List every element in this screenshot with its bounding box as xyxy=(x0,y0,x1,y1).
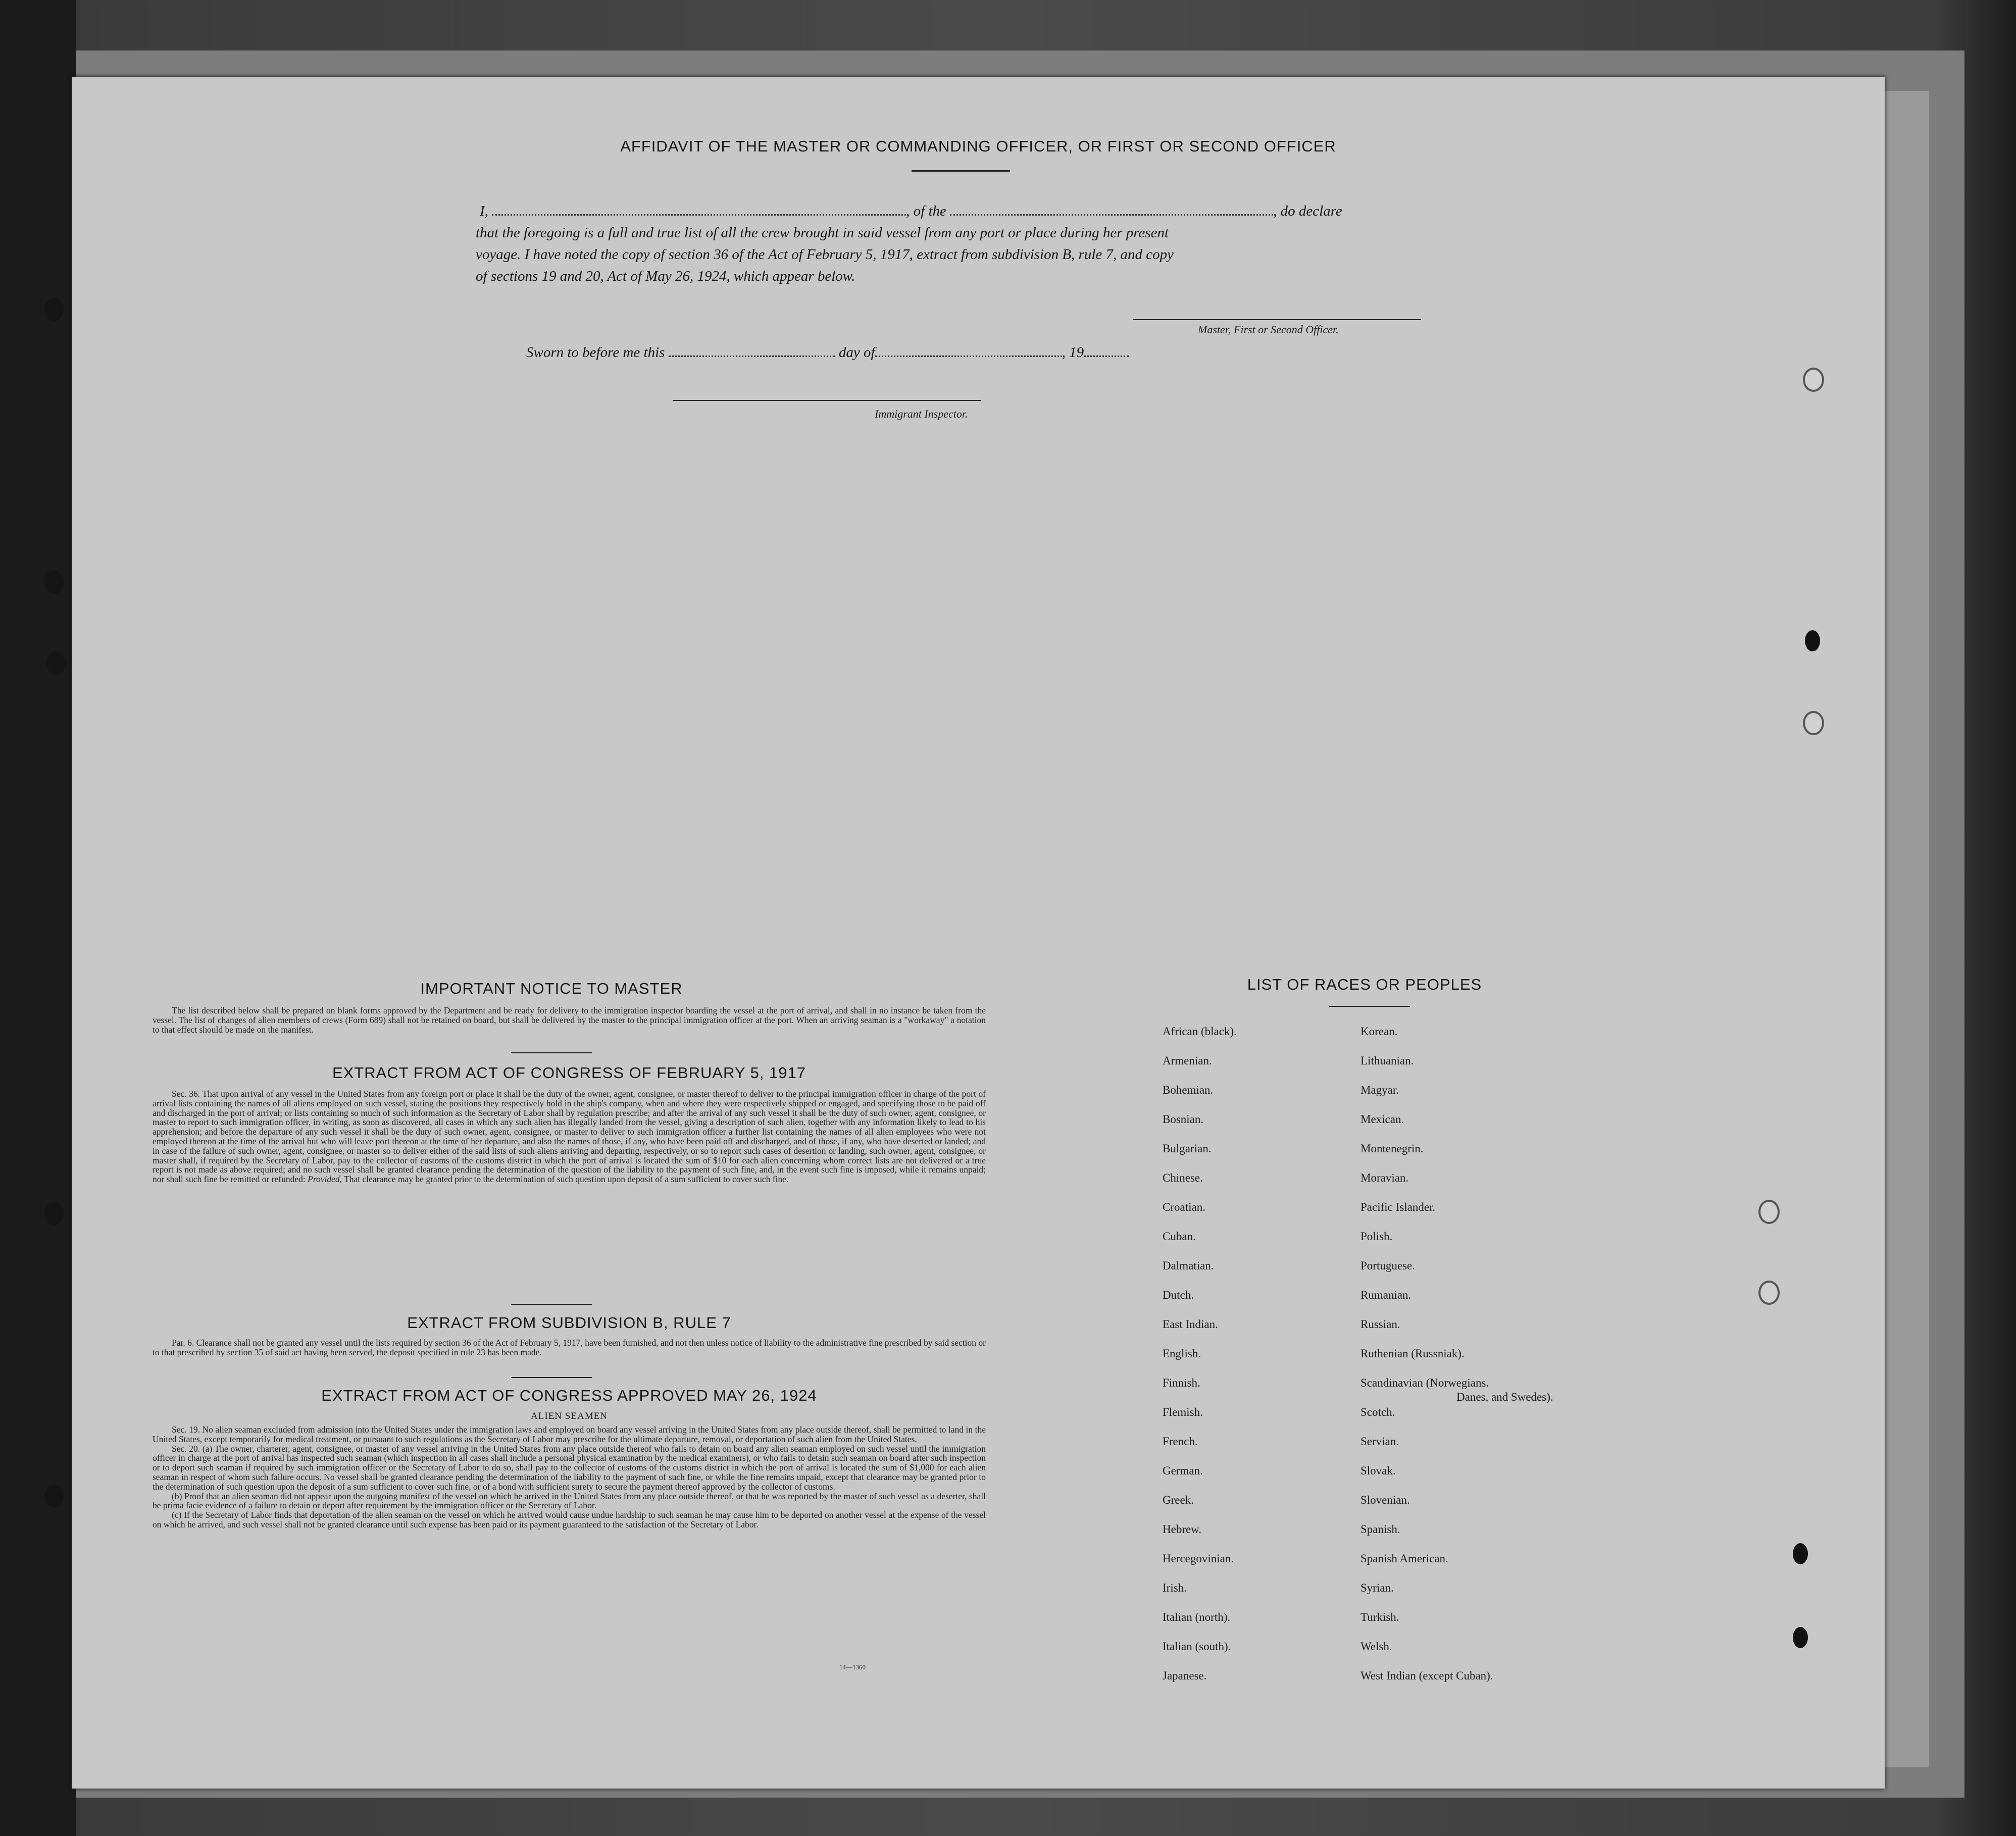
race-item: Bosnian. xyxy=(1163,1113,1204,1126)
race-item: Greek. xyxy=(1163,1494,1194,1506)
punch-hole xyxy=(1805,630,1820,651)
race-item: Dalmatian. xyxy=(1163,1259,1214,1272)
race-item: Mexican. xyxy=(1360,1113,1404,1126)
notice-text: The list described below shall be prepared on blank forms approved by the Department and be ready for delivery to the immigration inspector boarding the vessel at the port of arrival, and shall in no instance be taken from the vessel. The list of changes of alien members of crews (Form 689) shall not be retained on board, but shall be delivered by the master to the principal immigration officer at the port. When an arriving seaman is a "workaway" a notation to that effect should be made on the manifest. xyxy=(153,1005,986,1035)
race-item: West Indian (except Cuban). xyxy=(1360,1669,1493,1682)
master-label: Master, First or Second Officer. xyxy=(1198,323,1339,336)
rule7-paragraph xyxy=(153,1338,986,1357)
race-item: Italian (north). xyxy=(1163,1611,1231,1623)
binding-edge xyxy=(0,0,76,1836)
punch-hole xyxy=(1793,1627,1808,1648)
affidavit-line-1 xyxy=(480,203,1342,220)
divider xyxy=(511,1304,592,1305)
rule7-text: Par. 6. Clearance shall not be granted any vessel until the lists required by section 36 of the Act of February 5, 1917, have been furnished, and not then unless notice of liability to the administrative fine prescribed by said section or to that prescribed by section 35 of said act having been served, the deposit specified in rule 23 has been made. xyxy=(153,1338,986,1357)
race-item: Polish. xyxy=(1360,1230,1393,1243)
extract-1917-paragraph xyxy=(153,1089,986,1184)
race-item: African (black). xyxy=(1163,1025,1237,1038)
form-number: 14—1360 xyxy=(839,1663,866,1671)
alien-seamen-subtitle: ALIEN SEAMEN xyxy=(531,1411,608,1421)
race-item: Portuguese. xyxy=(1360,1259,1415,1272)
affidavit-line-3: voyage. I have noted the copy of section 36 of the Act of February 5, 1917, extract from subdivision B, rule 7, and copy xyxy=(476,246,1174,263)
divider xyxy=(1329,1006,1410,1007)
race-item: Finnish. xyxy=(1163,1376,1200,1389)
vessel-blank xyxy=(950,214,1273,216)
title-rule xyxy=(912,170,1010,172)
race-item: Russian. xyxy=(1360,1318,1400,1331)
race-item: Dutch. xyxy=(1163,1289,1194,1301)
sec36-text: Sec. 36. That upon arrival of any vessel in the United States from any foreign port or place it shall be the duty of the owner, agent, consignee, or master thereof to deliver to the principal immigration officer in charge of the port of arrival lists containing the names of all aliens employed on such vessel, stating the positions they respectively hold in the ship's company, when and where they were respectively shipped or engaged, and specifying those to be paid off and discharged in the port of arrival; or lists containing so much of such information as the Secretary of Labor shall by regulation prescribe; and after the arrival of any such vessel it shall be the duty of such owner, agent, consignee, or master to report to such immigration officer, in writing, as soon as discovered, all cases in which any such alien has illegally landed from the vessel, giving a description of such alien, together with any information likely to lead to his apprehension; and before the departure of any such vessel it shall be the duty of such owner, agent, consignee, or master to deliver to such immigration officer a further list containing the names of all alien employees who were not employed thereon at the time of the arrival but who will leave port thereon at the time of her departure, and also the names of those, if any, who have been paid off and discharged, and of those, if any, who have deserted or landed; and in case of the failure of such owner, agent, consignee, or master so to deliver either of the said lists of such aliens arriving and departing, respectively, or so to report such cases of desertion or landing, such owner, agent, consignee, or master shall, if required by the Secretary of Labor, pay to the collector of customs of the customs district in which the port of arrival is located the sum of $10 for each alien concerning whom correct lists are not delivered or a true report is not made as above required; and no such vessel shall be granted clearance pending the determination of the question of the liability to the payment of such fine, and, in the event such fine is imposed, while it remains unpaid; nor shall such fine be remitted or refunded: xyxy=(153,1089,986,1185)
day-blank xyxy=(669,355,835,357)
punch-hole xyxy=(1803,711,1824,735)
notice-title: IMPORTANT NOTICE TO MASTER xyxy=(420,980,683,997)
race-item: Pacific Islander. xyxy=(1360,1201,1436,1213)
extract-1924-title: EXTRACT FROM ACT OF CONGRESS APPROVED MAY 26, 1924 xyxy=(321,1387,817,1404)
race-item: Bohemian. xyxy=(1163,1084,1214,1096)
race-item: Scandinavian (Norwegians. xyxy=(1360,1376,1489,1389)
race-item: Armenian. xyxy=(1163,1054,1212,1067)
year-blank xyxy=(1084,355,1129,357)
binding-hole xyxy=(44,1485,64,1508)
race-item: Spanish American. xyxy=(1360,1552,1448,1565)
race-item: Montenegrin. xyxy=(1360,1142,1424,1155)
race-item: Italian (south). xyxy=(1163,1640,1231,1653)
race-item: Scotch. xyxy=(1360,1406,1395,1418)
race-item: Danes, and Swedes). xyxy=(1456,1391,1553,1403)
race-item: Welsh. xyxy=(1360,1640,1392,1653)
race-item: Japanese. xyxy=(1163,1669,1207,1682)
race-item: Cuban. xyxy=(1163,1230,1196,1243)
race-item: Ruthenian (Russniak). xyxy=(1360,1347,1465,1360)
provided-word: Provided, xyxy=(308,1174,342,1185)
month-blank xyxy=(875,355,1062,357)
race-item: Hebrew. xyxy=(1163,1523,1202,1536)
race-item: Turkish. xyxy=(1360,1611,1399,1623)
race-item: Servian. xyxy=(1360,1435,1399,1448)
race-item: Korean. xyxy=(1360,1025,1398,1038)
race-item: French. xyxy=(1163,1435,1198,1448)
extract-1924-paragraph xyxy=(153,1425,986,1529)
inspector-signature-line xyxy=(673,400,981,401)
binding-hole xyxy=(46,651,66,675)
binding-hole xyxy=(44,298,64,321)
affidavit-line-2: that the foregoing is a full and true list of all the crew brought in said vessel from any port or place during her present xyxy=(476,225,1169,241)
sec20a-text: Sec. 20. (a) The owner, charterer, agent, consignee, or master of any vessel arriving in the United States from any place outside thereof who fails to detain on board any alien seaman employed on such vessel until the immigration officer in charge at the port of arrival has inspected such seaman (which inspection in all cases shall include a personal physical examination by the medical examiners), or who fails to detain such seaman on board after such inspection or to deport such seaman if required by such immigration officer or the Secretary of Labor to do so, shall pay to the collector of customs of the customs district in which the port of arrival is located the sum of $1,000 for each alien seaman in respect of whom such failure occurs. No vessel shall be granted clearance pending the determination of the liability to the payment of such fine, or while the fine remains unpaid, except that clearance may be granted prior to the determination of such question upon the deposit of a sum sufficient to cover such fine, or of a bond with sufficient surety to secure the payment thereof approved by the collector of customs. xyxy=(153,1443,986,1492)
race-item: Spanish. xyxy=(1360,1523,1400,1536)
race-item: English. xyxy=(1163,1347,1201,1360)
race-item: East Indian. xyxy=(1163,1318,1218,1331)
binding-hole xyxy=(44,1202,64,1225)
punch-hole xyxy=(1793,1543,1808,1564)
affidavit-declare: , do declare xyxy=(1273,203,1342,219)
sec19-text: Sec. 19. No alien seaman excluded from admission into the United States under the immigration laws and employed on board any vessel arriving in the United States from any place outside thereof, shall be permitted to land in the United States, except temporarily for medical treatment, or pursuant to such regulations as the Secretary of Labor may prescribe for the ultimate departure, removal, or deportation of such alien from the United States. xyxy=(153,1424,986,1444)
race-item: Irish. xyxy=(1163,1582,1187,1594)
race-item: Moravian. xyxy=(1360,1171,1409,1184)
divider xyxy=(511,1052,592,1053)
affidavit-i: I, xyxy=(480,203,488,219)
affidavit-of-the: , of the xyxy=(906,203,946,219)
race-item: Bulgarian. xyxy=(1163,1142,1212,1155)
race-item: Flemish. xyxy=(1163,1406,1203,1418)
day-of-label: day of xyxy=(838,344,875,361)
race-item: Slovenian. xyxy=(1360,1494,1410,1506)
race-item: Syrian. xyxy=(1360,1582,1394,1594)
binding-hole xyxy=(44,571,64,594)
affidavit-title: AFFIDAVIT OF THE MASTER OR COMMANDING OFFICER, OR FIRST OR SECOND OFFICER xyxy=(620,137,1336,155)
race-item: Slovak. xyxy=(1360,1464,1396,1477)
document-page xyxy=(72,77,1885,1789)
race-item: German. xyxy=(1163,1464,1203,1477)
punch-hole xyxy=(1758,1281,1780,1305)
race-item: Croatian. xyxy=(1163,1201,1205,1213)
race-item: Chinese. xyxy=(1163,1171,1203,1184)
year-label: , 19 xyxy=(1062,344,1084,361)
divider xyxy=(511,1377,592,1378)
race-item: Rumanian. xyxy=(1360,1289,1412,1301)
punch-hole xyxy=(1758,1200,1780,1224)
races-title: LIST OF RACES OR PEOPLES xyxy=(1247,976,1482,993)
notice-paragraph xyxy=(153,1006,986,1034)
inspector-label: Immigrant Inspector. xyxy=(875,407,968,420)
master-signature-line xyxy=(1133,319,1421,320)
race-item: Lithuanian. xyxy=(1360,1054,1414,1067)
sec20b-text: (b) Proof that an alien seaman did not appear upon the outgoing manifest of the vessel on which he arrived in the United States from any place outside thereof, or that he was reported by the master of such vessel as a deserter, shall be prima facie evidence of a failure to detain or deport after requirement by the immigration officer or the Secretary of Labor. xyxy=(153,1491,986,1511)
affidavit-line-4: of sections 19 and 20, Act of May 26, 1924, which appear below. xyxy=(476,268,855,284)
race-item: Magyar. xyxy=(1360,1084,1399,1096)
name-blank xyxy=(492,214,906,216)
sec36-text-end: That clearance may be granted prior to the determination of such question upon deposit of a sum sufficient to cover such fine. xyxy=(344,1174,789,1185)
extract-1917-title: EXTRACT FROM ACT OF CONGRESS OF FEBRUARY 5, 1917 xyxy=(332,1064,807,1082)
sworn-label: Sworn to before me this xyxy=(526,344,665,361)
race-item: Hercegovinian. xyxy=(1163,1552,1234,1565)
rule7-title: EXTRACT FROM SUBDIVISION B, RULE 7 xyxy=(407,1314,731,1332)
sec20c-text: (c) If the Secretary of Labor finds that deportation of the alien seaman on the vessel on which he arrived would cause undue hardship to such seaman he may cause him to be deported on another vessel at the expense of the vessel on which he arrived, and such vessel shall not be granted clearance until such expense has been paid or its payment guaranteed to the satisfaction of the Secretary of Labor. xyxy=(153,1510,986,1529)
punch-hole xyxy=(1803,368,1824,392)
sworn-line xyxy=(526,344,1129,361)
